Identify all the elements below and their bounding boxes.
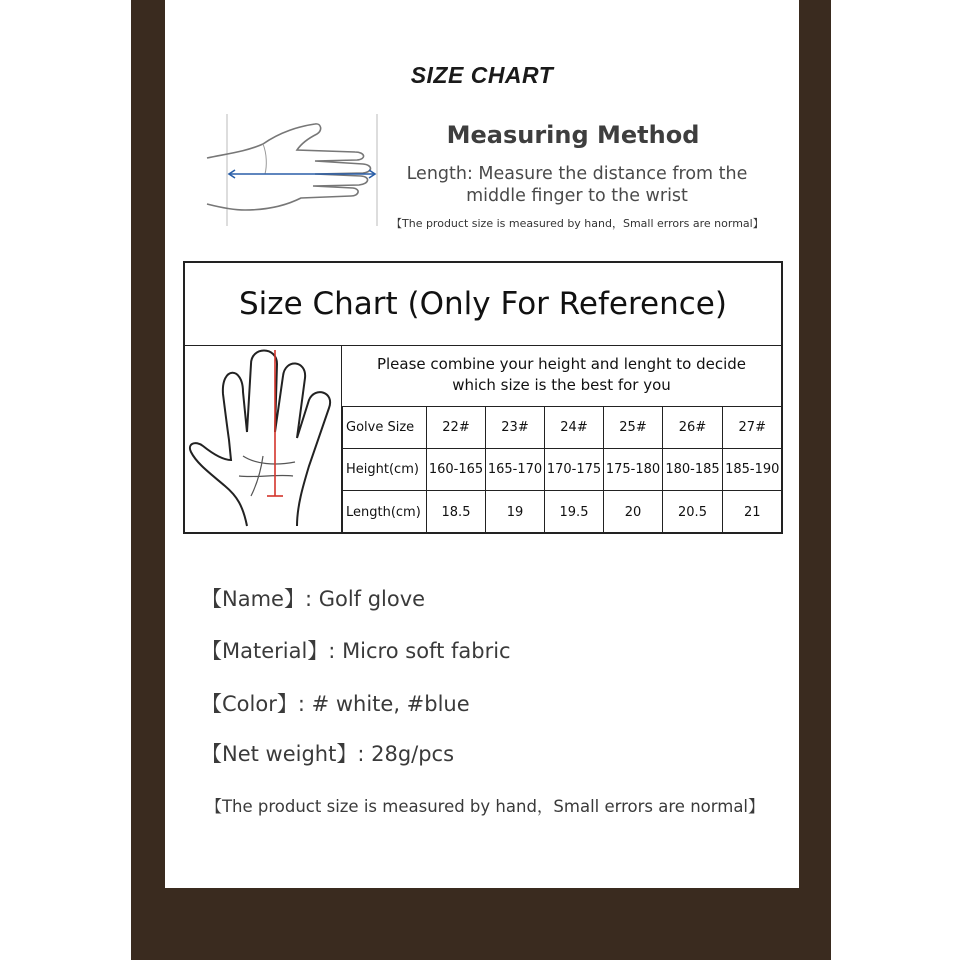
table-cell: 25# [604,407,663,449]
size-table [342,406,782,533]
row-label: Height(cm) [343,449,427,491]
measuring-method-heading: Measuring Method [446,121,700,149]
table-cell: 20 [604,491,663,534]
product-material: 【Material】: Micro soft fabric [201,639,511,663]
product-name: 【Name】: Golf glove [201,587,426,611]
row-label: Golve Size [343,407,427,449]
table-cell: 23# [486,407,545,449]
hand-outline-icon [185,346,341,534]
product-color: 【Color】: # white, #blue [201,692,470,716]
table-row-size [343,407,782,449]
size-instruction [342,346,781,406]
size-chart-card [165,0,799,888]
table-cell: 180-185 [663,449,723,491]
table-cell: 22# [427,407,486,449]
table-cell: 165-170 [486,449,545,491]
bottom-note: 【The product size is measured by hand，Small errors are normal】 [205,797,765,816]
table-cell: 24# [545,407,604,449]
table-cell: 19 [486,491,545,534]
hand-outline-cell [185,346,342,534]
hand-measure-illustration [205,114,383,226]
table-cell: 20.5 [663,491,723,534]
page-title: SIZE CHART [410,62,554,88]
measuring-instruction-line1: Length: Measure the distance from the [406,164,748,184]
row-label: Length(cm) [343,491,427,534]
table-cell: 170-175 [545,449,604,491]
size-chart-heading: Size Chart (Only For Reference) [185,263,781,346]
size-chart-box [183,261,783,534]
table-row-height [343,449,782,491]
product-net-weight: 【Net weight】: 28g/pcs [201,742,455,766]
table-cell: 18.5 [427,491,486,534]
size-instruction-line1: Please combine your height and lenght to decide [376,355,747,373]
size-instruction-line2: which size is the best for you [452,376,671,394]
table-cell: 19.5 [545,491,604,534]
table-cell: 26# [663,407,723,449]
table-cell: 27# [723,407,782,449]
measuring-instruction-line2: middle finger to the wrist [466,186,688,206]
table-cell: 175-180 [604,449,663,491]
table-cell: 160-165 [427,449,486,491]
table-cell: 185-190 [723,449,782,491]
table-cell: 21 [723,491,782,534]
measuring-note: 【The product size is measured by hand，Small errors are normal】 [391,217,764,230]
table-row-length [343,491,782,534]
